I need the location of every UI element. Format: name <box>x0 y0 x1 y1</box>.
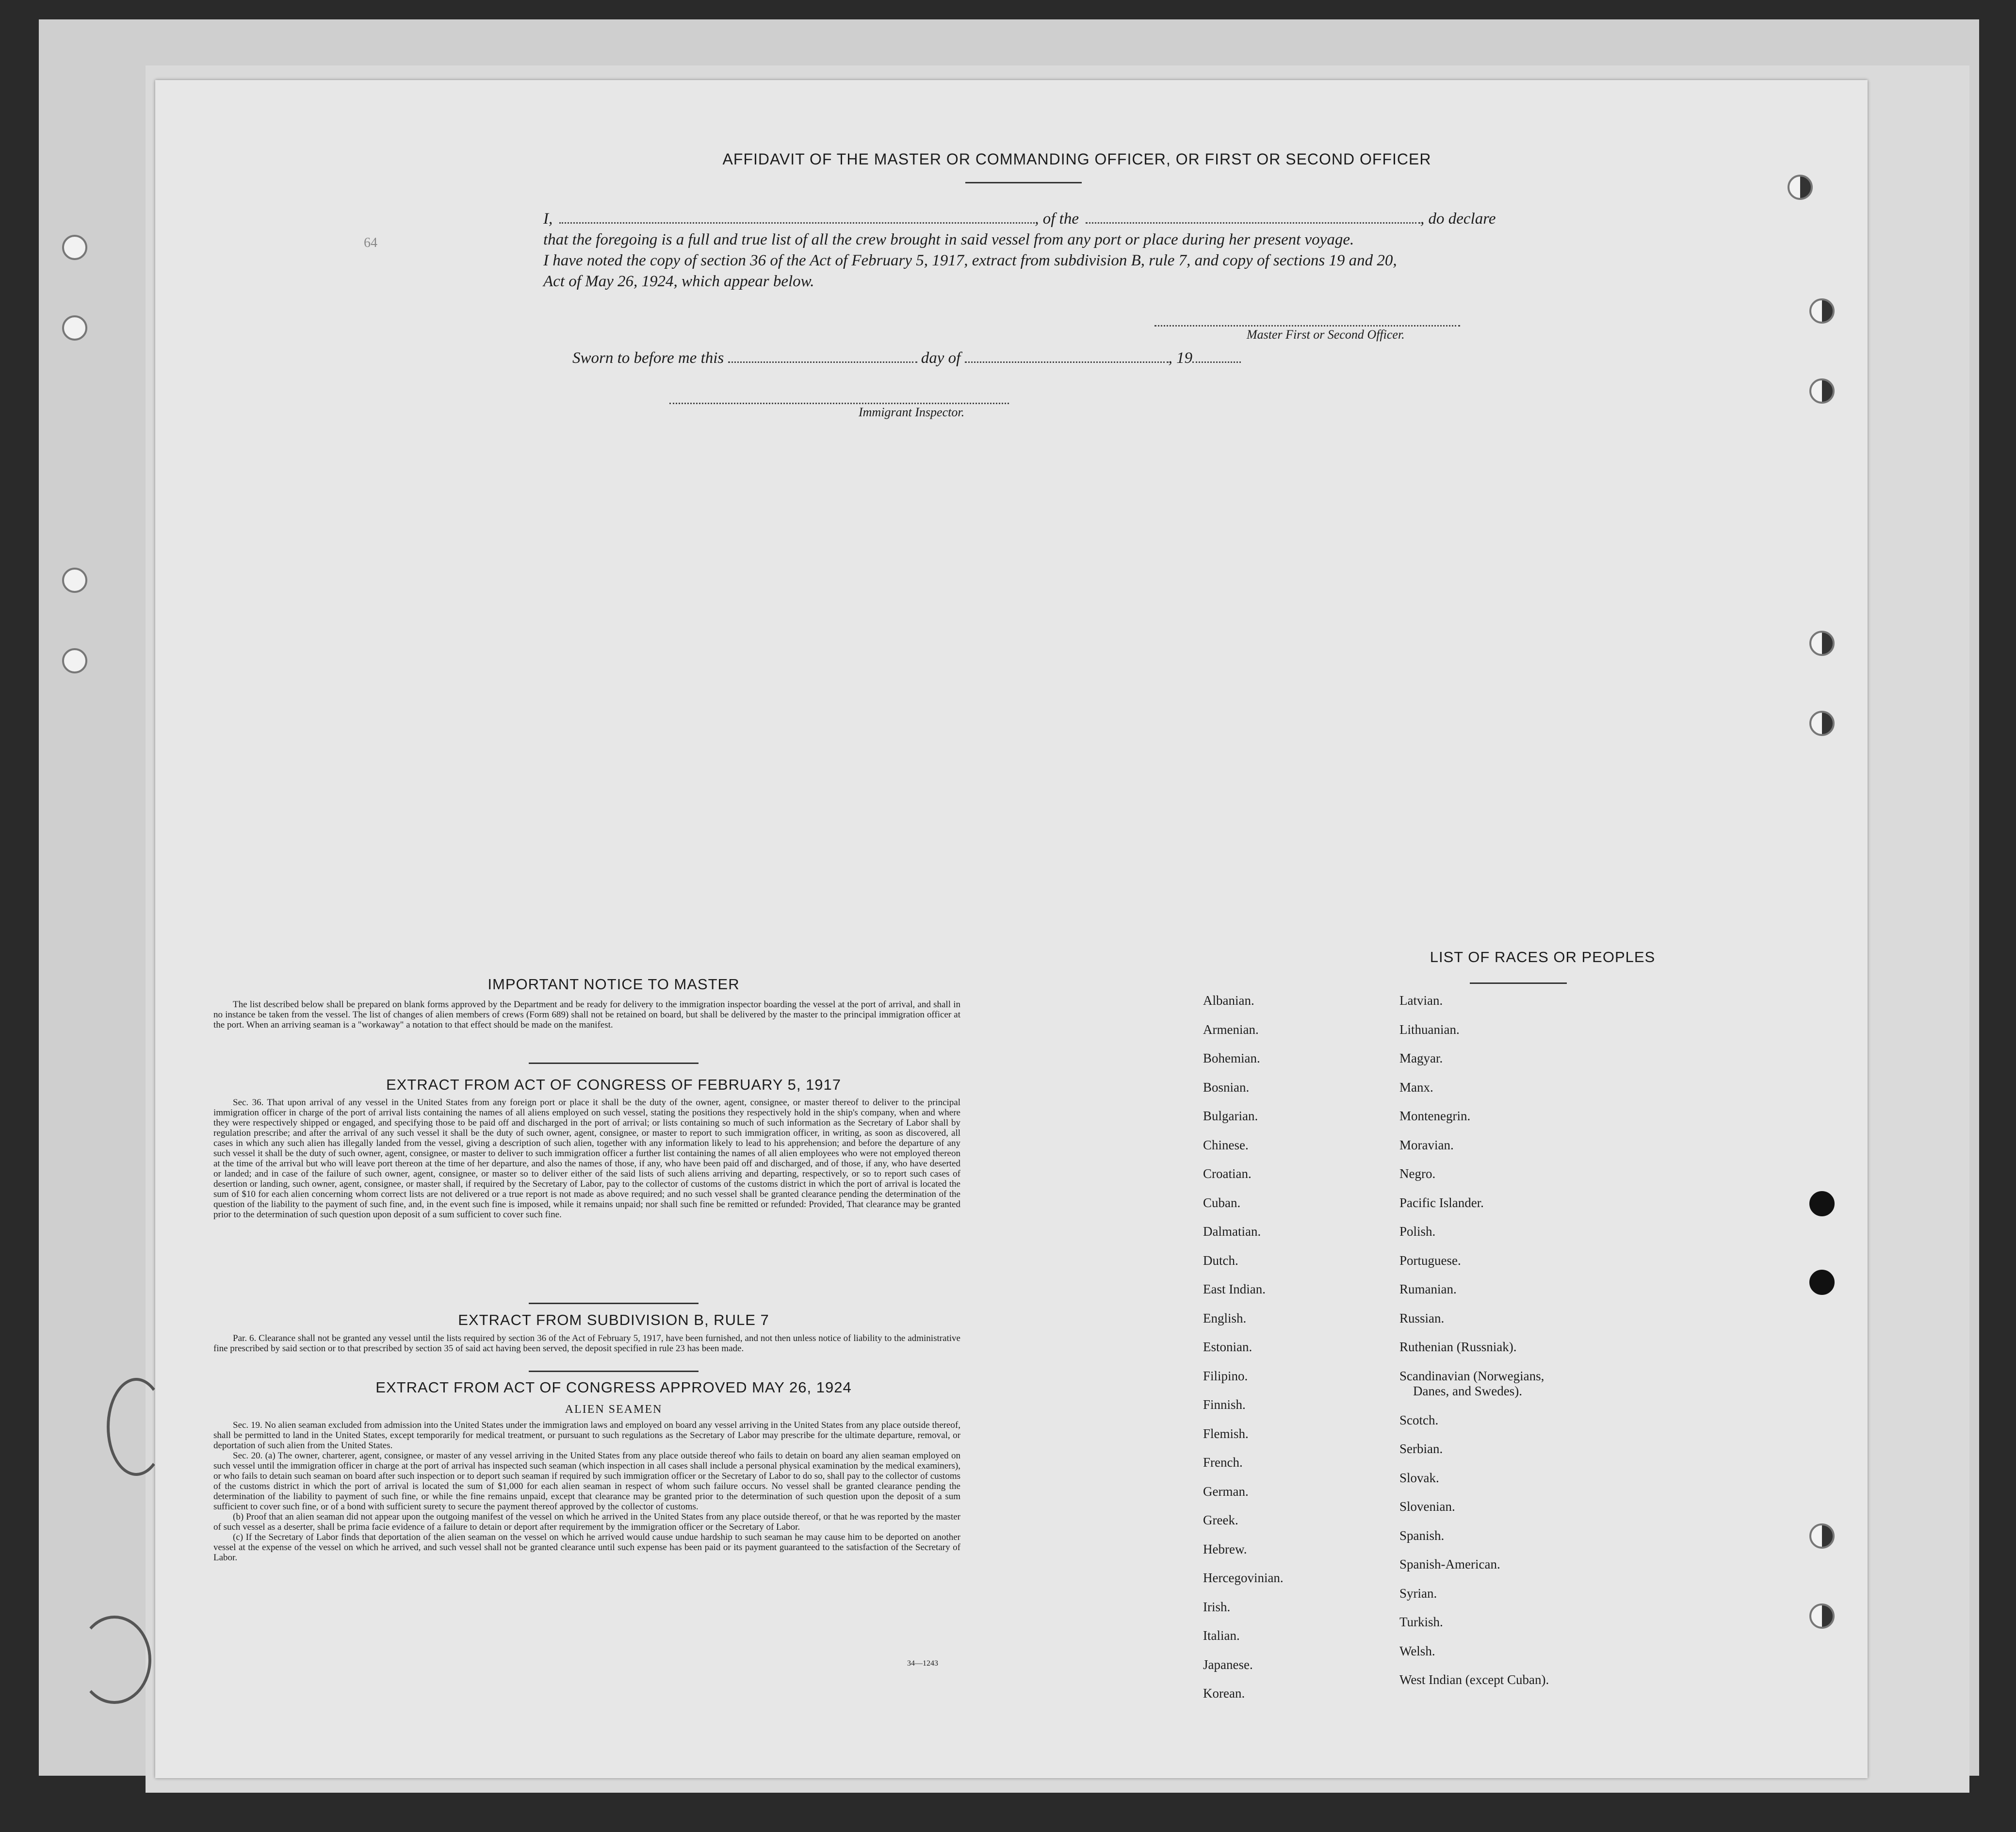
race-item: Spanish-American. <box>1399 1557 1500 1571</box>
binder-hole <box>62 568 87 593</box>
affidavit-of-the: , of the <box>1035 210 1079 228</box>
notice-paragraph: The list described below shall be prepared on blank forms approved by the Department and be ready for delivery to the immigration inspector boarding the vessel at the port of arrival, and shall in no instance be taken from the vessel. The list of changes of alien members of crews (Form 689) shall not be retained on board, but shall be delivered by the master to the principal immigration officer at the port. When an arriving seaman is a "workaway" a notation to that effect should be made on the manifest. <box>213 999 960 1030</box>
extract-1917-text <box>213 1097 960 1220</box>
pencil-mark <box>78 1616 151 1704</box>
name-field[interactable] <box>559 211 1035 224</box>
race-item: West Indian (except Cuban). <box>1399 1672 1549 1687</box>
race-item: Dalmatian. <box>1203 1224 1261 1239</box>
sworn-year-field[interactable] <box>1192 352 1241 363</box>
sworn-month-field[interactable] <box>965 352 1169 363</box>
races-column-1 <box>1203 993 1284 1715</box>
binder-hole <box>1788 175 1813 200</box>
race-item: Manx. <box>1399 1080 1433 1095</box>
race-item: Korean. <box>1203 1686 1245 1701</box>
extract-1917-paragraph: Sec. 36. That upon arrival of any vessel in the United States from any foreign port or place it shall be the duty of the owner, agent, consignee, or master thereof to deliver to the principal immigration officer in charge of the port of arrival lists containing the names of all aliens employed on such vessel, stating the positions they respectively hold in the ship's company, when and where they were respectively shipped or engaged, and specifying those to be paid off and discharged in the port of arrival; or lists containing so much of such information as the Secretary of Labor shall by regulation prescribe; and after the arrival of any such vessel it shall be the duty of such owner, agent, consignee, or master to report to such immigration officer, in writing, as soon as discovered, all cases in which any such alien has illegally landed from the vessel, giving a description of such alien, together with any information likely to lead to his apprehension; and before the departure of any such vessel it shall be the duty of such owner, agent, consignee, or master to deliver to such immigration officer a further list containing the names of all alien employees who were not employed thereon at the time of the arrival but who will leave port thereon at the time of her departure, and also the names of those, if any, who have been paid off and discharged, and of those, if any, who have deserted or landed; and in case of the failure of such owner, agent, consignee, or master so to deliver either of the said lists of such aliens arriving and departing, respectively, or so to report such cases of desertion or landing, such owner, agent, consignee, or master shall, if required by the Secretary of Labor, pay to the collector of customs of the customs district in which the port of arrival is located the sum of $10 for each alien concerning whom correct lists are not delivered or a true report is not made as above required; and no such vessel shall be granted clearance pending the determination of the question of the liability to the payment of such fine, and, in the event such fine is imposed, while it remains unpaid; nor shall such fine be remitted or refunded: Provided, That clearance may be granted prior to the determination of such question upon deposit of a sum sufficient to cover such fine. <box>213 1097 960 1220</box>
affidavit-page <box>155 80 1868 1778</box>
sec20a-paragraph: Sec. 20. (a) The owner, charterer, agent, consignee, or master of any vessel arriving in the United States from any place outside thereof who fails to detain on board any alien seaman employed on such vessel until the immigration officer in charge at the port of arrival has inspected such seaman (which inspection in all cases shall include a personal physical examination by the medical examiners), or who fails to detain such seaman on board after such inspection or to deport such seaman if required by such immigration officer or the Secretary of Labor to do so, shall pay to the collector of customs of the customs district in which the port of arrival is located the sum of $1,000 for each alien seaman in respect of whom such failure occurs. No vessel shall be granted clearance pending the determination of the liability to payment of such fine, or while the fine remains unpaid, except that clearance may be granted prior to the determination of such question upon the deposit of a sum sufficient to cover such fine, or of a bond with sufficient surety to secure the payment thereof approved by the collector of customs. <box>213 1451 960 1512</box>
affidavit-text <box>543 209 1678 292</box>
race-item: Portuguese. <box>1399 1253 1461 1268</box>
sworn-prefix: Sworn to before me this <box>572 349 724 367</box>
sec20c-paragraph: (c) If the Secretary of Labor finds that deportation of the alien seaman on the vessel on which he arrived would cause undue hardship to such seaman he may cause him to be deported on another vessel at the expense of the vessel on which he arrived, and such vessel shall not be granted clearance until such expense has been paid or its payment guaranteed to the satisfaction of the Secretary of Labor. <box>213 1532 960 1563</box>
title-rule <box>965 182 1082 183</box>
sec20b-paragraph: (b) Proof that an alien seaman did not appear upon the outgoing manifest of the vessel on which he arrived in the United States from any place outside thereof, or that he was reported by the master of such vessel as a deserter, shall be prima facie evidence of a failure to detain or deport after requirement by the immigration officer or the Secretary of Labor. <box>213 1512 960 1532</box>
margin-note: 64 <box>364 235 377 250</box>
race-item: Irish. <box>1203 1599 1231 1614</box>
sworn-line <box>572 349 1446 367</box>
affidavit-i: I, <box>543 210 553 228</box>
race-item: Welsh. <box>1399 1643 1435 1658</box>
notice-title: IMPORTANT NOTICE TO MASTER <box>488 976 740 993</box>
race-item: French. <box>1203 1455 1243 1470</box>
inspector-signature-line[interactable] <box>669 403 1009 404</box>
binder-hole <box>62 315 87 341</box>
race-item: Bohemian. <box>1203 1051 1260 1065</box>
extract-1917-title: EXTRACT FROM ACT OF CONGRESS OF FEBRUARY 5, 1917 <box>386 1076 842 1093</box>
race-item: Estonian. <box>1203 1340 1252 1354</box>
section-rule <box>529 1303 699 1304</box>
binder-hole <box>1809 378 1835 404</box>
binder-hole <box>1809 298 1835 324</box>
race-item: Dutch. <box>1203 1253 1238 1268</box>
extract-rule7-text <box>213 1333 960 1354</box>
section-rule <box>529 1063 699 1064</box>
race-item: English. <box>1203 1310 1247 1325</box>
race-item: Negro. <box>1399 1166 1436 1181</box>
race-item: Lithuanian. <box>1399 1022 1460 1037</box>
race-item: Albanian. <box>1203 993 1254 1008</box>
affidavit-line-4: Act of May 26, 1924, which appear below. <box>543 273 814 290</box>
affidavit-title: AFFIDAVIT OF THE MASTER OR COMMANDING OFFICER, OR FIRST OR SECOND OFFICER <box>722 150 1431 168</box>
race-item: Spanish. <box>1399 1528 1445 1543</box>
race-item: Syrian. <box>1399 1586 1437 1601</box>
form-number: 34—1243 <box>907 1659 938 1668</box>
race-item: Montenegrin. <box>1399 1109 1471 1123</box>
sec19-paragraph: Sec. 19. No alien seaman excluded from admission into the United States under the immigration laws and employed on board any vessel arriving in the United States from any place outside thereof, shall be permitted to land in the United States, except temporarily for medical treatment, or pursuant to such regulations as the Secretary of Labor may prescribe for the ultimate departure, removal, or deportation of such alien from the United States. <box>213 1420 960 1451</box>
master-caption: Master First or Second Officer. <box>1247 327 1405 342</box>
race-item: Ruthenian (Russniak). <box>1399 1340 1517 1354</box>
race-item: Bulgarian. <box>1203 1109 1258 1123</box>
extract-rule7-paragraph: Par. 6. Clearance shall not be granted any vessel until the lists required by section 36 of the Act of February 5, 1917, have been furnished, and not then unless notice of liability to the administrative fine prescribed by said section or to that prescribed by section 35 of said act having been served, the deposit specified in rule 23 has been made. <box>213 1333 960 1354</box>
race-item: Magyar. <box>1399 1051 1443 1065</box>
races-rule <box>1470 982 1567 984</box>
race-item: Russian. <box>1399 1310 1445 1325</box>
race-item: Croatian. <box>1203 1166 1252 1181</box>
vessel-field[interactable] <box>1086 211 1420 224</box>
race-item: Slovak. <box>1399 1470 1439 1485</box>
inspector-caption: Immigrant Inspector. <box>859 405 965 419</box>
race-item: Chinese. <box>1203 1137 1249 1152</box>
sworn-day-of: day of <box>921 349 961 367</box>
section-rule <box>529 1371 699 1372</box>
race-item: Finnish. <box>1203 1397 1246 1412</box>
extract-1924-subtitle: ALIEN SEAMEN <box>565 1403 663 1416</box>
race-item: East Indian. <box>1203 1282 1266 1296</box>
binder-hole <box>1809 1603 1835 1629</box>
sworn-day-field[interactable] <box>728 352 917 363</box>
race-item: Polish. <box>1399 1224 1436 1239</box>
race-item: Turkish. <box>1399 1615 1443 1629</box>
race-item: Cuban. <box>1203 1195 1241 1210</box>
binder-hole <box>1809 711 1835 736</box>
sworn-year: , 19 <box>1168 349 1193 367</box>
binder-hole <box>1809 1270 1835 1295</box>
affidavit-declare: , do declare <box>1420 210 1496 228</box>
binder-hole <box>1809 1191 1835 1216</box>
race-item: Danes, and Swedes). <box>1413 1384 1522 1398</box>
extract-1924-title: EXTRACT FROM ACT OF CONGRESS APPROVED MAY 26, 1924 <box>375 1379 852 1396</box>
race-item: Serbian. <box>1399 1441 1443 1456</box>
race-item: Filipino. <box>1203 1368 1248 1383</box>
race-item: Flemish. <box>1203 1426 1249 1441</box>
race-item: Hebrew. <box>1203 1541 1247 1556</box>
race-item: Pacific Islander. <box>1399 1195 1484 1210</box>
binder-hole <box>1809 631 1835 656</box>
race-item: Scotch. <box>1399 1412 1439 1427</box>
binder-hole <box>1809 1523 1835 1549</box>
notice-text <box>213 999 960 1030</box>
race-item: Rumanian. <box>1399 1282 1457 1296</box>
race-item: Greek. <box>1203 1513 1238 1527</box>
race-item: Bosnian. <box>1203 1080 1250 1095</box>
binder-hole <box>62 648 87 673</box>
race-item: Hercegovinian. <box>1203 1570 1284 1585</box>
affidavit-line-2: that the foregoing is a full and true list of all the crew brought in said vessel from any port or place during her present voyage. <box>543 231 1354 248</box>
races-column-2 <box>1399 993 1549 1701</box>
extract-1924-text <box>213 1420 960 1563</box>
extract-rule7-title: EXTRACT FROM SUBDIVISION B, RULE 7 <box>458 1311 769 1328</box>
binder-hole <box>62 235 87 260</box>
race-item: Moravian. <box>1399 1137 1454 1152</box>
affidavit-line-3: I have noted the copy of section 36 of the Act of February 5, 1917, extract from subdivision B, rule 7, and copy of sections 19 and 20, <box>543 252 1397 269</box>
race-item: Italian. <box>1203 1628 1240 1643</box>
races-title: LIST OF RACES OR PEOPLES <box>1430 949 1656 965</box>
race-item: German. <box>1203 1484 1249 1499</box>
race-item: Japanese. <box>1203 1657 1253 1672</box>
race-item: Slovenian. <box>1399 1499 1455 1514</box>
race-item: Armenian. <box>1203 1022 1259 1037</box>
master-signature-line[interactable] <box>1154 325 1460 327</box>
race-item: Scandinavian (Norwegians, <box>1399 1368 1545 1383</box>
race-item: Latvian. <box>1399 993 1443 1008</box>
